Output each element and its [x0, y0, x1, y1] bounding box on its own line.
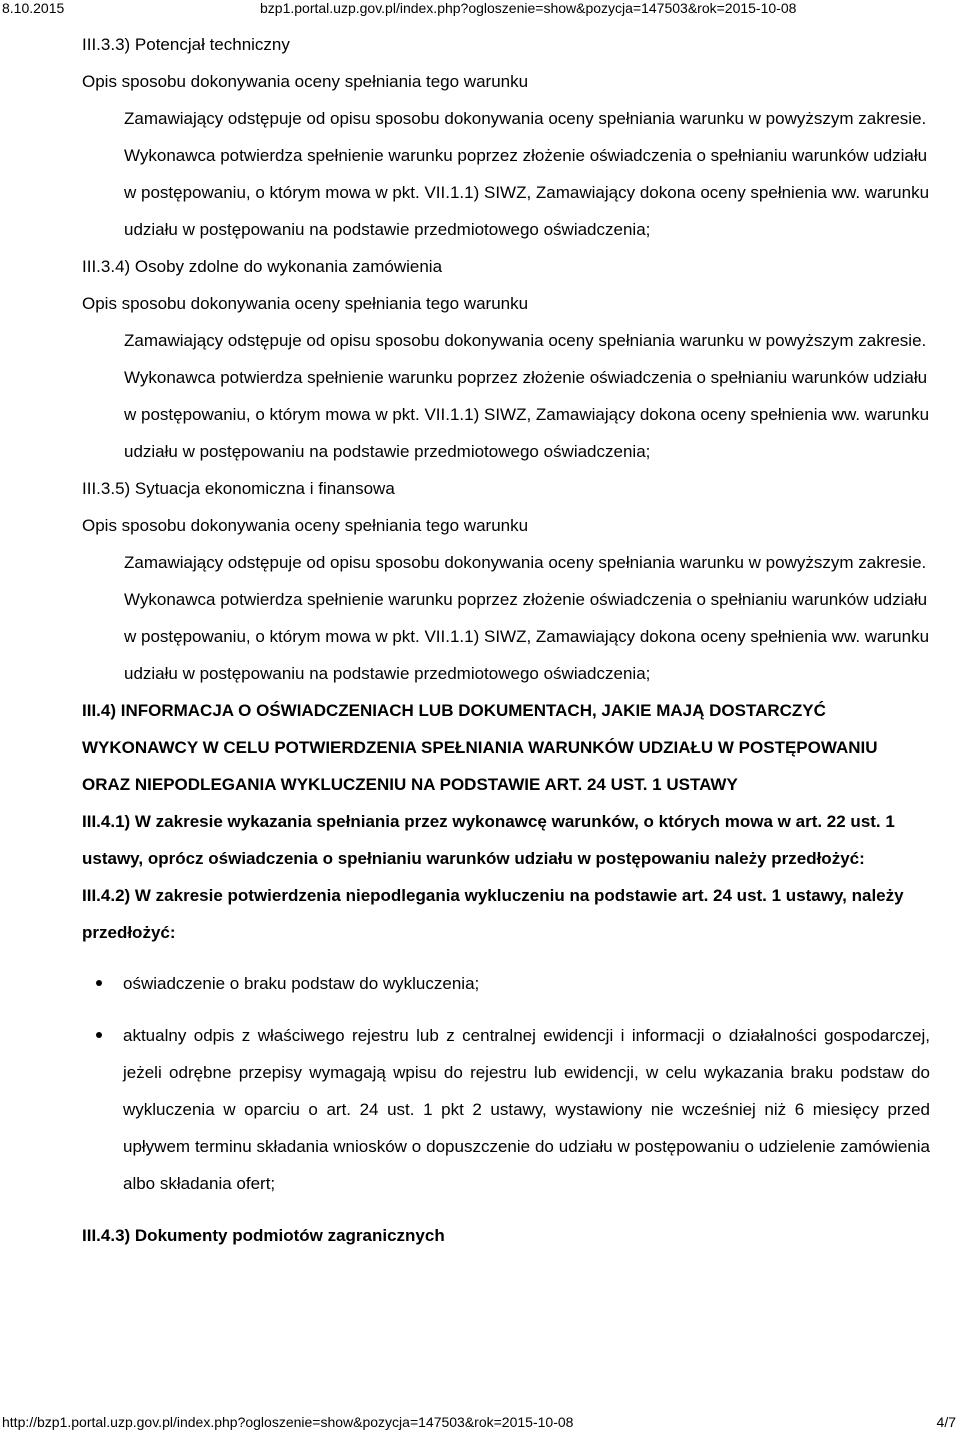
bullet-icon [96, 980, 102, 986]
bullet-icon [96, 1032, 102, 1038]
section-subtitle: Opis sposobu dokonywania oceny spełniania tego warunku [82, 516, 529, 535]
section-iii4-title: III.4) INFORMACJA O OŚWIADCZENIACH LUB DOKUMENTACH, JAKIE MAJĄ DOSTARCZYĆ WYKONAWCY W CELU POTWIERDZENIA SPEŁNIANIA WARUNKÓW UDZIAŁU W POSTĘPOWANIU ORAZ NIEPODLEGANIA WYKLUCZENIU NA PODSTAWIE ART. 24 UST. 1 USTAWY [82, 701, 878, 794]
section-iii41: III.4.1) W zakresie wykazania spełniania przez wykonawcę warunków, o których mowa w art. 22 ust. 1 ustawy, oprócz oświadczenia o spełnianiu warunków udziału w postępowaniu należy przedłożyć: [82, 812, 895, 868]
section-subtitle: Opis sposobu dokonywania oceny spełniania tego warunku [82, 72, 529, 91]
print-url: bzp1.portal.uzp.gov.pl/index.php?ogloszenie=show&pozycja=147503&rok=2015-10-08 [260, 0, 797, 16]
print-date: 8.10.2015 [2, 0, 65, 16]
section-potencjal-techniczny [82, 26, 930, 248]
section-iii4 [82, 692, 930, 1254]
section-osoby-zdolne [82, 248, 930, 470]
section-title: III.3.3) Potencjał techniczny [82, 35, 290, 54]
list-item-text: oświadczenie o braku podstaw do wykluczenia; [123, 974, 480, 993]
section-title: III.3.5) Sytuacja ekonomiczna i finansowa [82, 479, 395, 498]
section-sytuacja-ekonomiczna [82, 470, 930, 692]
footer-url: http://bzp1.portal.uzp.gov.pl/index.php?ogloszenie=show&pozycja=147503&rok=2015-10-08 [2, 1414, 574, 1430]
required-documents-list [82, 965, 930, 1202]
list-item [82, 965, 930, 1002]
page-number: 4/7 [936, 1414, 956, 1430]
section-subtitle: Opis sposobu dokonywania oceny spełniania tego warunku [82, 294, 529, 313]
section-title: III.3.4) Osoby zdolne do wykonania zamówienia [82, 257, 443, 276]
list-item [82, 1017, 930, 1202]
document-body [82, 26, 930, 1254]
list-item-text: aktualny odpis z właściwego rejestru lub z centralnej ewidencji i informacji o działalności gospodarczej, jeżeli odrębne przepisy wymagają wpisu do rejestru lub ewidencji, w celu wykazania braku podstaw do wykluczenia w oparciu o art. 24 ust. 1 pkt 2 ustawy, wystawiony nie wcześniej niż 6 miesięcy przed upływem terminu składania wniosków o dopuszczenie do udziału w postępowaniu o udzielenie zamówienia albo składania ofert; [123, 1026, 930, 1193]
section-description: Zamawiający odstępuje od opisu sposobu dokonywania oceny spełniania warunku w powyższym zakresie. Wykonawca potwierdza spełnienie warunku poprzez złożenie oświadczenia o spełnianiu warunków udziału w postępowaniu, o którym mowa w pkt. VII.1.1) SIWZ, Zamawiający dokona oceny spełnienia ww. warunku udziału w postępowaniu na podstawie przedmiotowego oświadczenia; [124, 109, 930, 239]
section-description: Zamawiający odstępuje od opisu sposobu dokonywania oceny spełniania warunku w powyższym zakresie. Wykonawca potwierdza spełnienie warunku poprzez złożenie oświadczenia o spełnianiu warunków udziału w postępowaniu, o którym mowa w pkt. VII.1.1) SIWZ, Zamawiający dokona oceny spełnienia ww. warunku udziału w postępowaniu na podstawie przedmiotowego oświadczenia; [124, 331, 930, 461]
section-iii43: III.4.3) Dokumenty podmiotów zagranicznych [82, 1226, 445, 1245]
section-iii42: III.4.2) W zakresie potwierdzenia niepodlegania wykluczeniu na podstawie art. 24 ust. 1 ustawy, należy przedłożyć: [82, 886, 904, 942]
section-description: Zamawiający odstępuje od opisu sposobu dokonywania oceny spełniania warunku w powyższym zakresie. Wykonawca potwierdza spełnienie warunku poprzez złożenie oświadczenia o spełnianiu warunków udziału w postępowaniu, o którym mowa w pkt. VII.1.1) SIWZ, Zamawiający dokona oceny spełnienia ww. warunku udziału w postępowaniu na podstawie przedmiotowego oświadczenia; [124, 553, 930, 683]
